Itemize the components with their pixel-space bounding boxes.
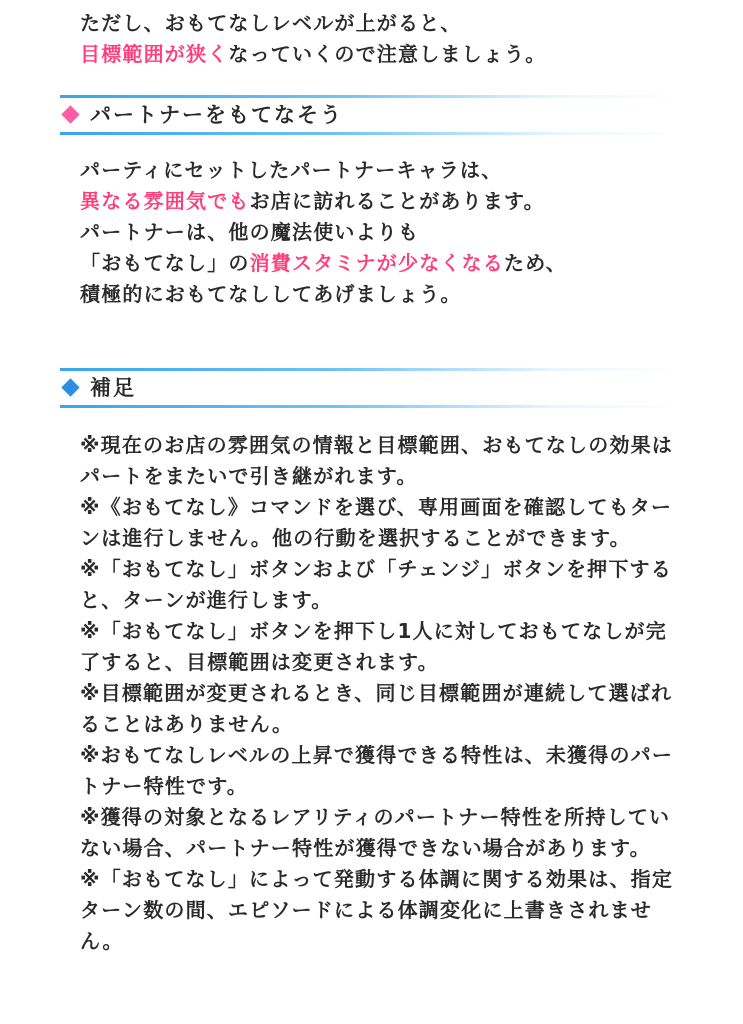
note-item: ※現在のお店の雰囲気の情報と目標範囲、おもてなしの効果はパートをまたいで引き継がれます。: [80, 433, 674, 488]
partner-line-4-rest: ため、: [504, 251, 567, 275]
intro-text: [80, 8, 703, 70]
partner-highlight-1: 異なる雰囲気でも: [80, 189, 250, 213]
section-title-notes: 補足: [90, 376, 136, 400]
partner-line-2: お店に訪れることがあります。: [249, 189, 545, 213]
header-line-top: [60, 368, 682, 371]
intro-line-1: ただし、おもてなしレベルが上がると、: [80, 11, 462, 35]
note-item: ※「おもてなし」ボタンおよび「チェンジ」ボタンを押下すると、ターンが進行します。: [80, 557, 672, 612]
partner-line-3: パートナーは、他の魔法使いよりも: [80, 220, 420, 244]
intro-line-2: なっていくので注意しましょう。: [228, 42, 547, 66]
section-header-notes: [60, 368, 682, 408]
header-line-top: [60, 95, 682, 98]
section-title-partner: パートナーをもてなそう: [90, 103, 343, 127]
section-header-partner: [60, 95, 682, 135]
partner-line-5: 積極的におもてなししてあげましょう。: [80, 282, 462, 306]
notes-list: [80, 430, 680, 957]
partner-highlight-2: 消費スタミナが少なくなる: [249, 251, 505, 275]
note-item: ※《おもてなし》コマンドを選び、専用画面を確認してもターンは進行しません。他の行動を選択することができます。: [80, 495, 673, 550]
note-item: ※獲得の対象となるレアリティのパートナー特性を所持していない場合、パートナー特性が獲得できない場合があります。: [80, 805, 671, 860]
note-item: ※おもてなしレベルの上昇で獲得できる特性は、未獲得のパートナー特性です。: [80, 743, 674, 798]
note-item: ※「おもてなし」によって発動する体調に関する効果は、指定ターン数の間、エピソードによる体調変化に上書きされません。: [80, 867, 674, 953]
header-line-bottom: [60, 405, 682, 408]
partner-text: [80, 155, 703, 310]
intro-highlight: 目標範囲が狭く: [80, 42, 229, 66]
diamond-icon: [61, 378, 79, 396]
partner-line-4-prefix: 「おもてなし」の: [80, 251, 250, 275]
partner-line-1: パーティにセットしたパートナーキャラは、: [80, 158, 503, 182]
note-item: ※目標範囲が変更されるとき、同じ目標範囲が連続して選ばれることはありません。: [80, 681, 673, 736]
diamond-icon: [61, 105, 79, 123]
header-line-bottom: [60, 132, 682, 135]
note-item: ※「おもてなし」ボタンを押下し1人に対しておもてなしが完了すると、目標範囲は変更されます。: [80, 619, 667, 674]
